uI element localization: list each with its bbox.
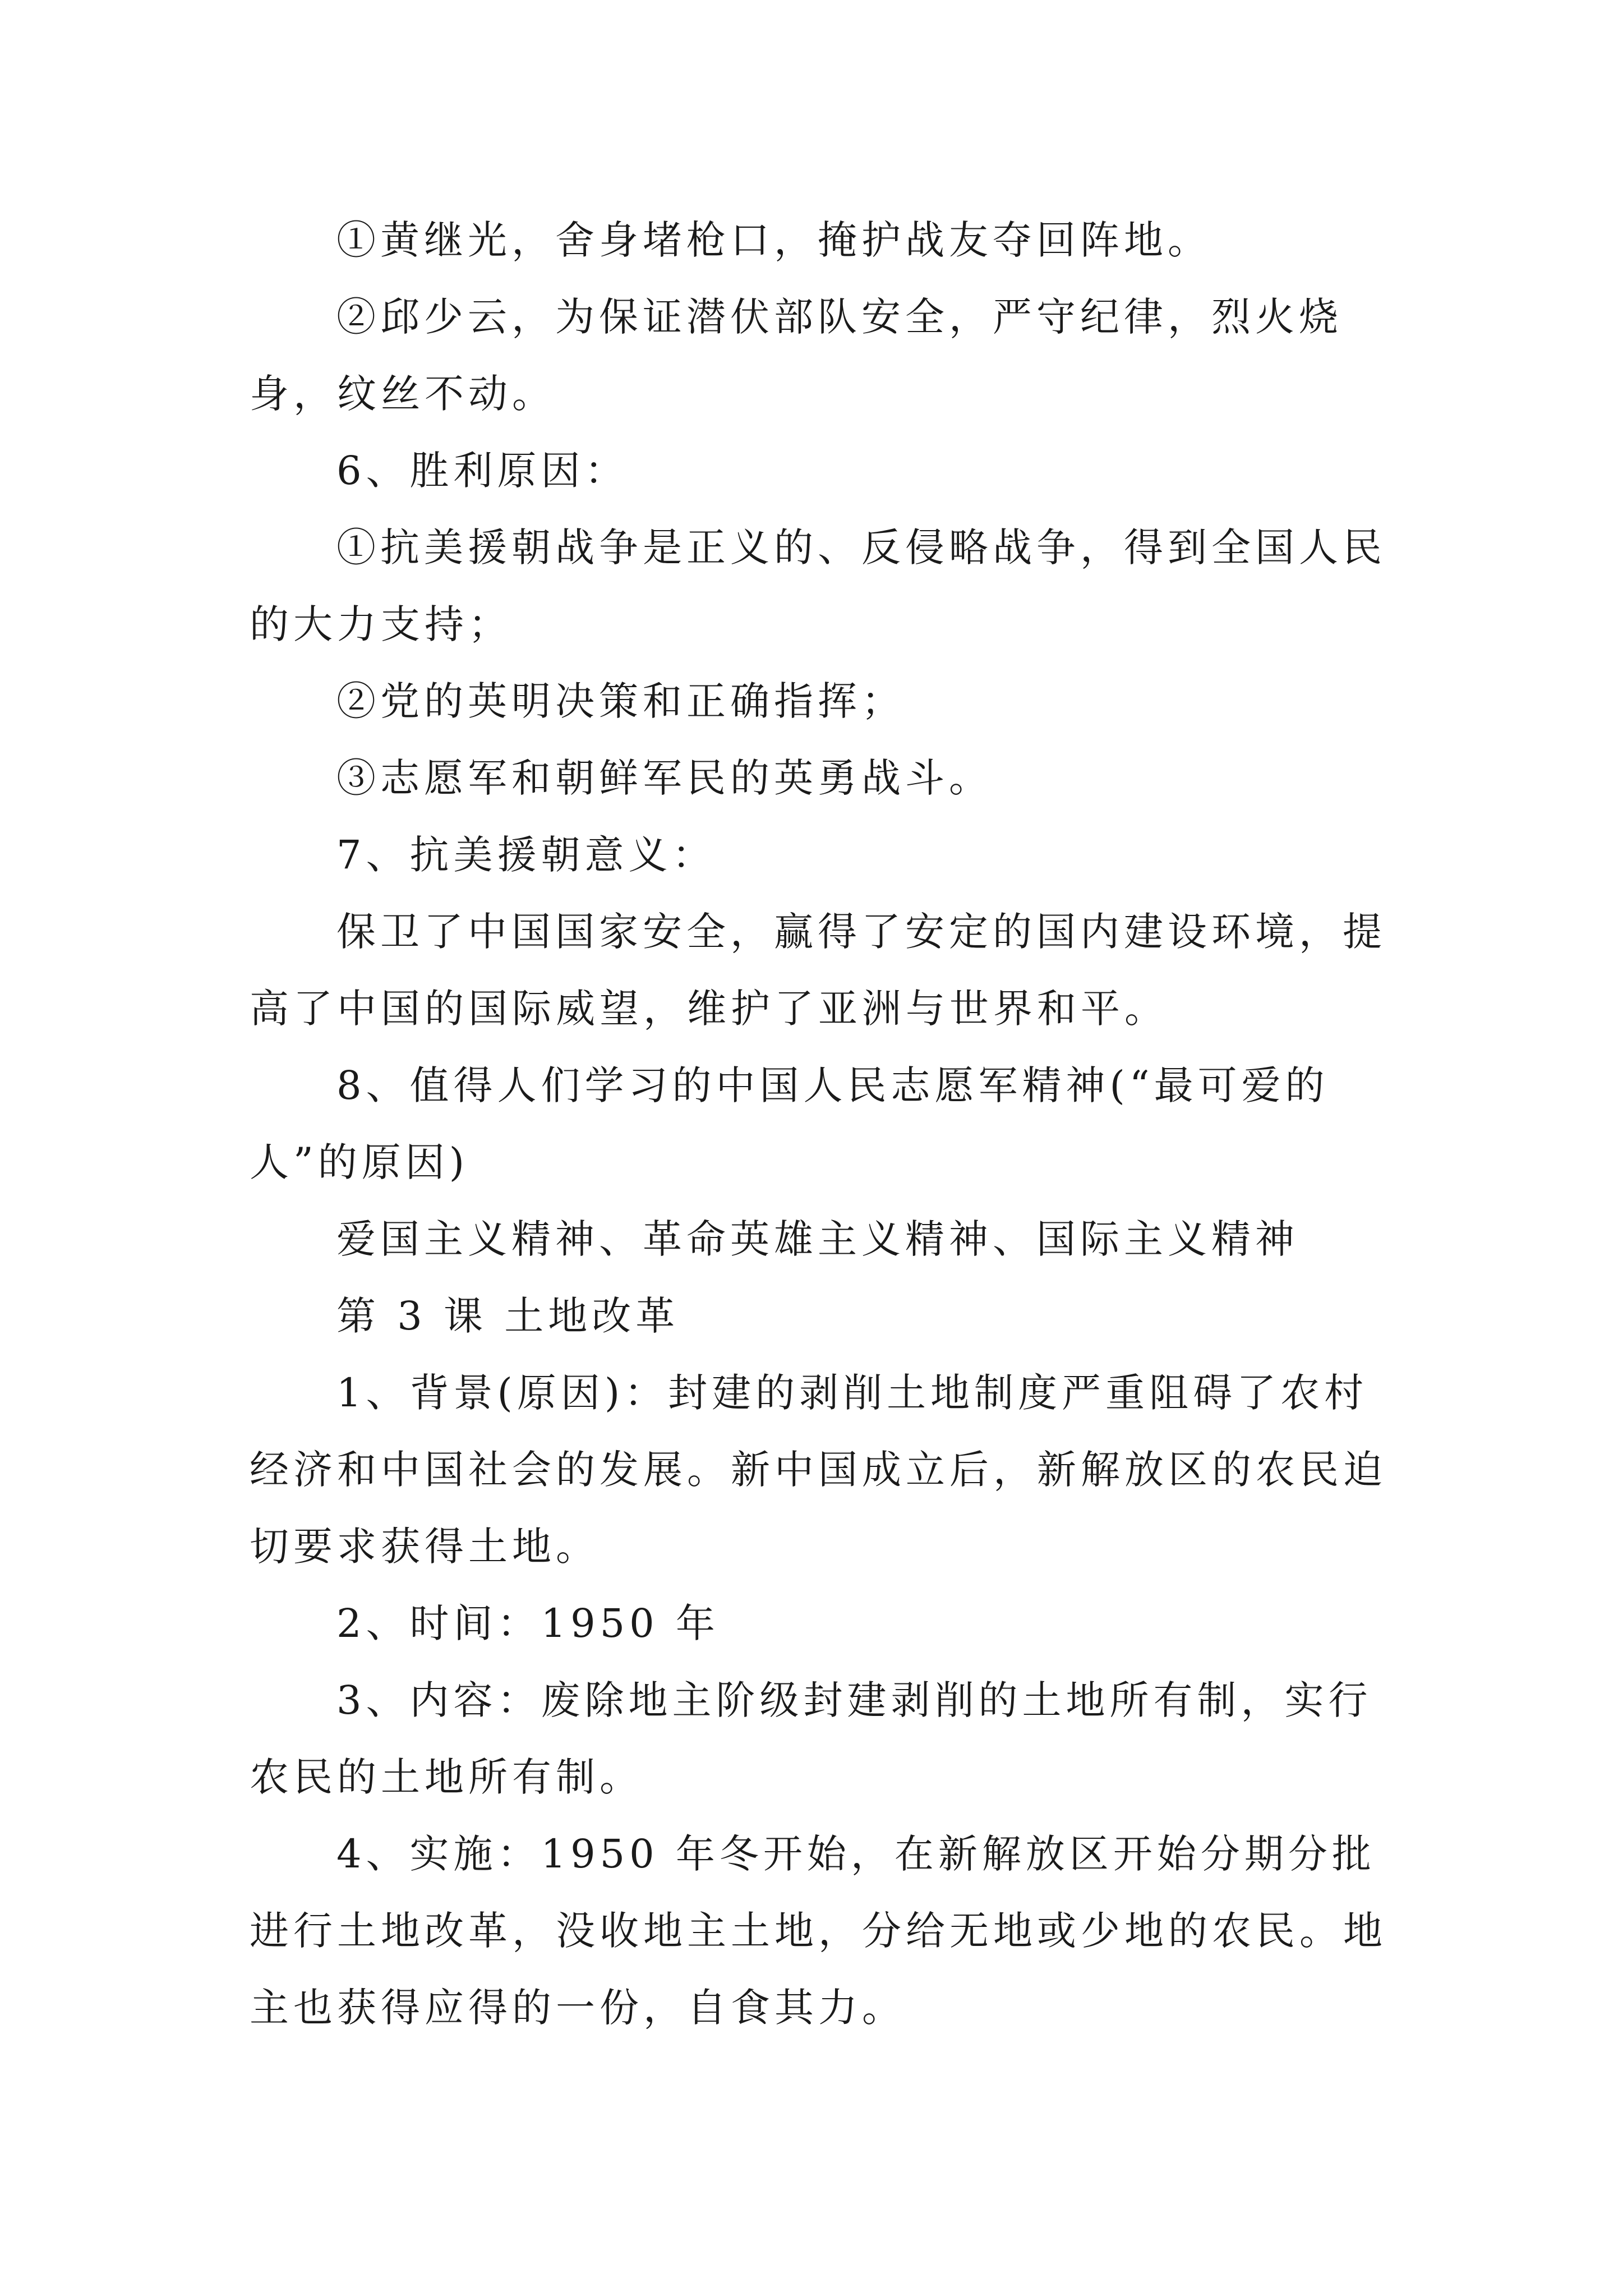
paragraph-significance: 保卫了中国国家安全，赢得了安定的国内建设环境，提高了中国的国际威望，维护了亚洲与世界和平。 xyxy=(250,909,1386,1032)
paragraph-background: 1、背景(原因)：封建的剥削土地制度严重阻碍了农村经济和中国社会的发展。新中国成立后，新解放区的农民迫切要求获得土地。 xyxy=(250,1370,1387,1570)
paragraph-implementation: 4、实施：1950 年冬开始，在新解放区开始分期分批进行土地改革，没收地主土地，分给无地或少地的农民。地主也获得应得的一份，自食其力。 xyxy=(250,1831,1387,2031)
paragraph-volunteer-spirit: 爱国主义精神、革命英雄主义精神、国际主义精神 xyxy=(336,1216,1299,1262)
heading-significance: 7、抗美援朝意义： xyxy=(336,832,716,878)
heading-victory-reasons: 6、胜利原因： xyxy=(336,448,629,494)
paragraph-content: 3、内容：废除地主阶级封建剥削的土地所有制，实行农民的土地所有制。 xyxy=(250,1677,1372,1800)
paragraph-time: 2、时间：1950 年 xyxy=(336,1600,720,1646)
paragraph-huang-jiguang: ①黄继光，舍身堵枪口，掩护战友夺回阵地。 xyxy=(336,217,1211,263)
paragraph-qiu-shaoyun: ②邱少云，为保证潜伏部队安全，严守纪律，烈火烧身，纹丝不动。 xyxy=(250,294,1343,417)
lesson-title: 第 3 课 土地改革 xyxy=(336,1293,680,1339)
paragraph-reason-3: ③志愿军和朝鲜军民的英勇战斗。 xyxy=(336,755,993,801)
heading-volunteer-spirit: 8、值得人们学习的中国人民志愿军精神(“最可爱的人”的原因) xyxy=(250,1062,1329,1185)
paragraph-reason-2: ②党的英明决策和正确指挥； xyxy=(336,678,905,724)
paragraph-reason-1: ①抗美援朝战争是正义的、反侵略战争，得到全国人民的大力支持； xyxy=(250,524,1386,647)
document-body xyxy=(250,202,1391,2046)
